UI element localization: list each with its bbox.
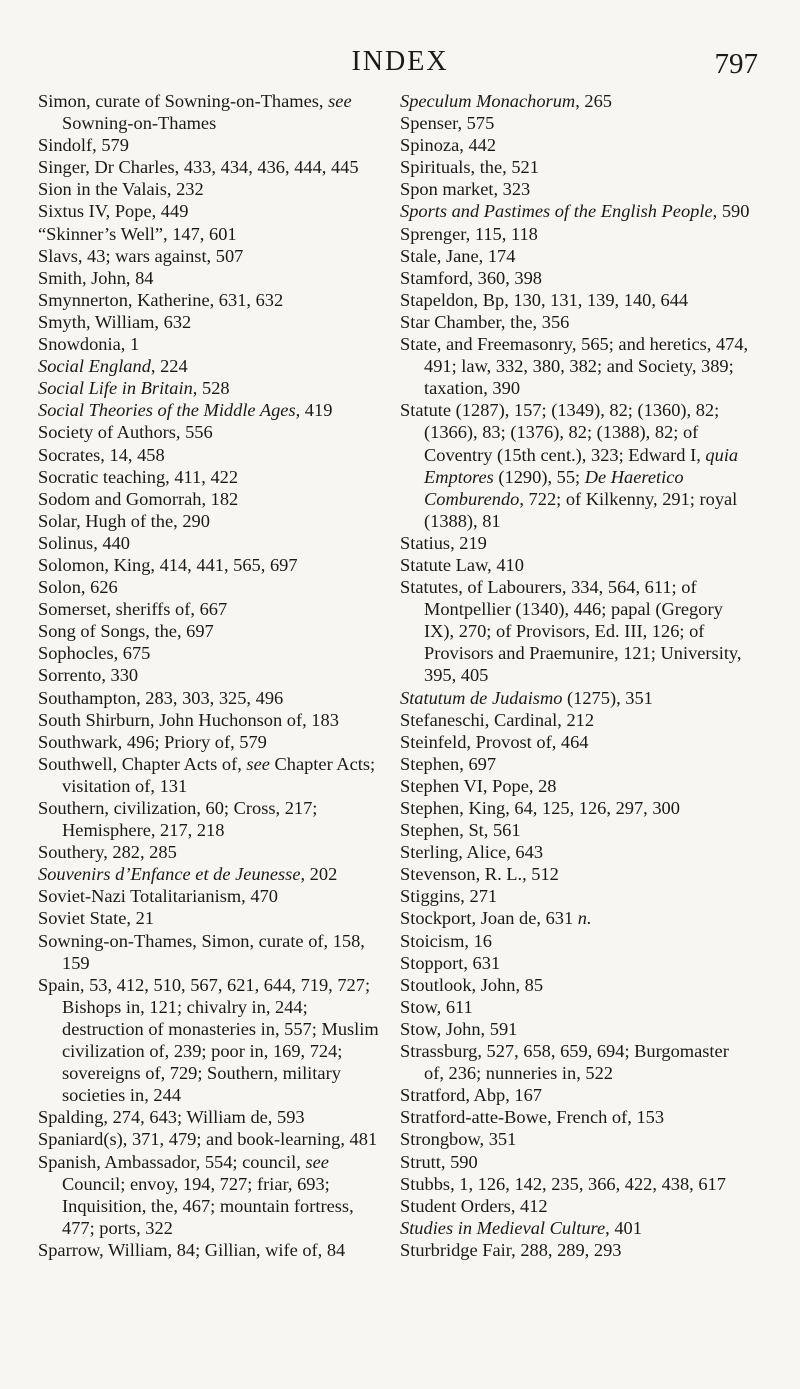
index-entry: Socratic teaching, 411, 422	[38, 466, 239, 487]
index-entry: Stockport, Joan de, 631 n.	[400, 908, 592, 929]
page-number: 797	[714, 48, 758, 80]
index-entry: Stefaneschi, Cardinal, 212	[400, 709, 595, 730]
index-entry: Strongbow, 351	[400, 1129, 517, 1150]
index-entry: Southery, 282, 285	[38, 842, 177, 863]
index-entry: Sports and Pastimes of the English People, 590	[400, 201, 750, 222]
index-column-right	[400, 90, 750, 1261]
index-entry: Stubbs, 1, 126, 142, 235, 366, 422, 438, 617	[400, 1173, 726, 1194]
index-entry: Sixtus IV, Pope, 449	[38, 201, 189, 222]
index-entry: Stoutlook, John, 85	[400, 974, 544, 995]
running-title: INDEX	[351, 46, 449, 77]
index-entry: Star Chamber, the, 356	[400, 311, 570, 332]
index-entry: Spanish, Ambassador, 554; council, see Council; envoy, 194, 727; friar, 693; Inquisition, the, 467; mountain fortress, 477; ports, 322	[38, 1151, 354, 1238]
index-entry: Southwell, Chapter Acts of, see Chapter Acts; visitation of, 131	[38, 753, 376, 796]
index-entry: Strassburg, 527, 658, 659, 694; Burgomaster of, 236; nunneries in, 522	[400, 1041, 729, 1084]
index-entry: Stephen, 697	[400, 753, 497, 774]
index-entry: Statutes, of Labourers, 334, 564, 611; of Montpellier (1340), 446; papal (Gregory IX), 270; of Provisors, Ed. III, 126; of Provisors and Praemunire, 121; University, 395, 405	[400, 577, 742, 686]
index-entry: Smynnerton, Katherine, 631, 632	[38, 289, 284, 310]
index-entry: Solinus, 440	[38, 532, 130, 553]
index-entry: Social Theories of the Middle Ages, 419	[38, 400, 333, 421]
index-entry: Studies in Medieval Culture, 401	[400, 1217, 642, 1238]
index-entry: State, and Freemasonry, 565; and heretics, 474, 491; law, 332, 380, 382; and Society, 389; taxation, 390	[400, 334, 749, 399]
index-entry: Spon market, 323	[400, 179, 531, 200]
index-entry: Statute (1287), 157; (1349), 82; (1360), 82; (1366), 83; (1376), 82; (1388), 82; of Coventry (15th cent.), 323; Edward I, quia Emptores (1290), 55; De Haeretico Comburendo, 722; of Kilkenny, 291; royal (1388), 81	[400, 400, 739, 531]
index-column-left	[38, 90, 388, 1261]
index-entry: Stevenson, R. L., 512	[400, 864, 559, 885]
index-entry: Speculum Monachorum, 265	[400, 91, 612, 111]
index-entry: Spirituals, the, 521	[400, 157, 539, 178]
index-entry: Statius, 219	[400, 532, 487, 553]
index-entry: Stow, 611	[400, 996, 473, 1017]
index-entry: Solon, 626	[38, 577, 118, 598]
index-entry: Sterling, Alice, 643	[400, 842, 544, 863]
index-entry: Stow, John, 591	[400, 1018, 518, 1039]
index-entry: Statutum de Judaismo (1275), 351	[400, 687, 653, 708]
index-entry: Solar, Hugh of the, 290	[38, 510, 210, 531]
index-entry: Stephen, King, 64, 125, 126, 297, 300	[400, 798, 680, 818]
index-entry: Stamford, 360, 398	[400, 267, 543, 288]
index-entry: “Skinner’s Well”, 147, 601	[38, 223, 237, 244]
index-entry: Southwark, 496; Priory of, 579	[38, 731, 267, 752]
index-entry: Stoicism, 16	[400, 930, 492, 951]
index-entry: Sorrento, 330	[38, 665, 139, 686]
index-entry: Sodom and Gomorrah, 182	[38, 488, 239, 509]
index-entry: Student Orders, 412	[400, 1195, 548, 1216]
index-entry: Spaniard(s), 371, 479; and book-learning, 481	[38, 1129, 378, 1150]
index-entry: Stratford-atte-Bowe, French of, 153	[400, 1107, 665, 1128]
index-entry: Sion in the Valais, 232	[38, 179, 204, 200]
index-entry: Solomon, King, 414, 441, 565, 697	[38, 554, 298, 575]
index-entry: Socrates, 14, 458	[38, 444, 165, 465]
index-entry: Spinoza, 442	[400, 135, 497, 156]
index-entry: Sturbridge Fair, 288, 289, 293	[400, 1239, 622, 1260]
index-entry: South Shirburn, John Huchonson of, 183	[38, 709, 339, 730]
index-entry: Stopport, 631	[400, 952, 501, 973]
index-entry: Steinfeld, Provost of, 464	[400, 731, 589, 752]
index-entry: Spenser, 575	[400, 113, 495, 134]
index-entry: Spain, 53, 412, 510, 567, 621, 644, 719, 727; Bishops in, 121; chivalry in, 244; destruction of monasteries in, 557; Muslim civilization of, 239; poor in, 169, 724; sovereigns of, 729; Southern, military societies in, 244	[38, 974, 379, 1106]
index-entry: Sophocles, 675	[38, 643, 151, 664]
index-entry: Soviet State, 21	[38, 908, 154, 929]
index-entry: Stale, Jane, 174	[400, 245, 516, 266]
index-entry: Strutt, 590	[400, 1151, 478, 1172]
index-entry: Stephen VI, Pope, 28	[400, 775, 557, 796]
index-entry: Stapeldon, Bp, 130, 131, 139, 140, 644	[400, 289, 689, 310]
index-entry: Somerset, sheriffs of, 667	[38, 599, 228, 620]
index-entry: Sparrow, William, 84; Gillian, wife of, 84	[38, 1239, 346, 1260]
index-entry: Sindolf, 579	[38, 135, 129, 156]
index-entry: Southern, civilization, 60; Cross, 217; Hemisphere, 217, 218	[38, 798, 318, 841]
index-entry: Stiggins, 271	[400, 886, 498, 907]
index-entry: Social Life in Britain, 528	[38, 378, 230, 399]
index-entry: Statute Law, 410	[400, 554, 524, 575]
index-entry: Spalding, 274, 643; William de, 593	[38, 1107, 305, 1128]
index-entry: Sprenger, 115, 118	[400, 223, 538, 244]
index-entry: Smith, John, 84	[38, 267, 154, 288]
index-entry: Song of Songs, the, 697	[38, 621, 214, 642]
index-entry: Soviet-Nazi Totalitarianism, 470	[38, 886, 278, 907]
index-entry: Simon, curate of Sowning-on-Thames, see Sowning-on-Thames	[38, 91, 352, 134]
page-header	[36, 44, 764, 84]
index-entry: Stephen, St, 561	[400, 820, 521, 841]
index-entry: Slavs, 43; wars against, 507	[38, 245, 244, 266]
index-entry: Stratford, Abp, 167	[400, 1085, 543, 1106]
index-entry: Society of Authors, 556	[38, 422, 213, 443]
index-entry: Southampton, 283, 303, 325, 496	[38, 687, 284, 708]
index-entry: Souvenirs d’Enfance et de Jeunesse, 202	[38, 864, 338, 885]
index-entry: Sowning-on-Thames, Simon, curate of, 158, 159	[38, 930, 365, 973]
index-entry: Snowdonia, 1	[38, 334, 140, 355]
index-entry: Social England, 224	[38, 356, 188, 377]
index-entry: Singer, Dr Charles, 433, 434, 436, 444, 445	[38, 157, 359, 178]
index-entry: Smyth, William, 632	[38, 311, 192, 332]
